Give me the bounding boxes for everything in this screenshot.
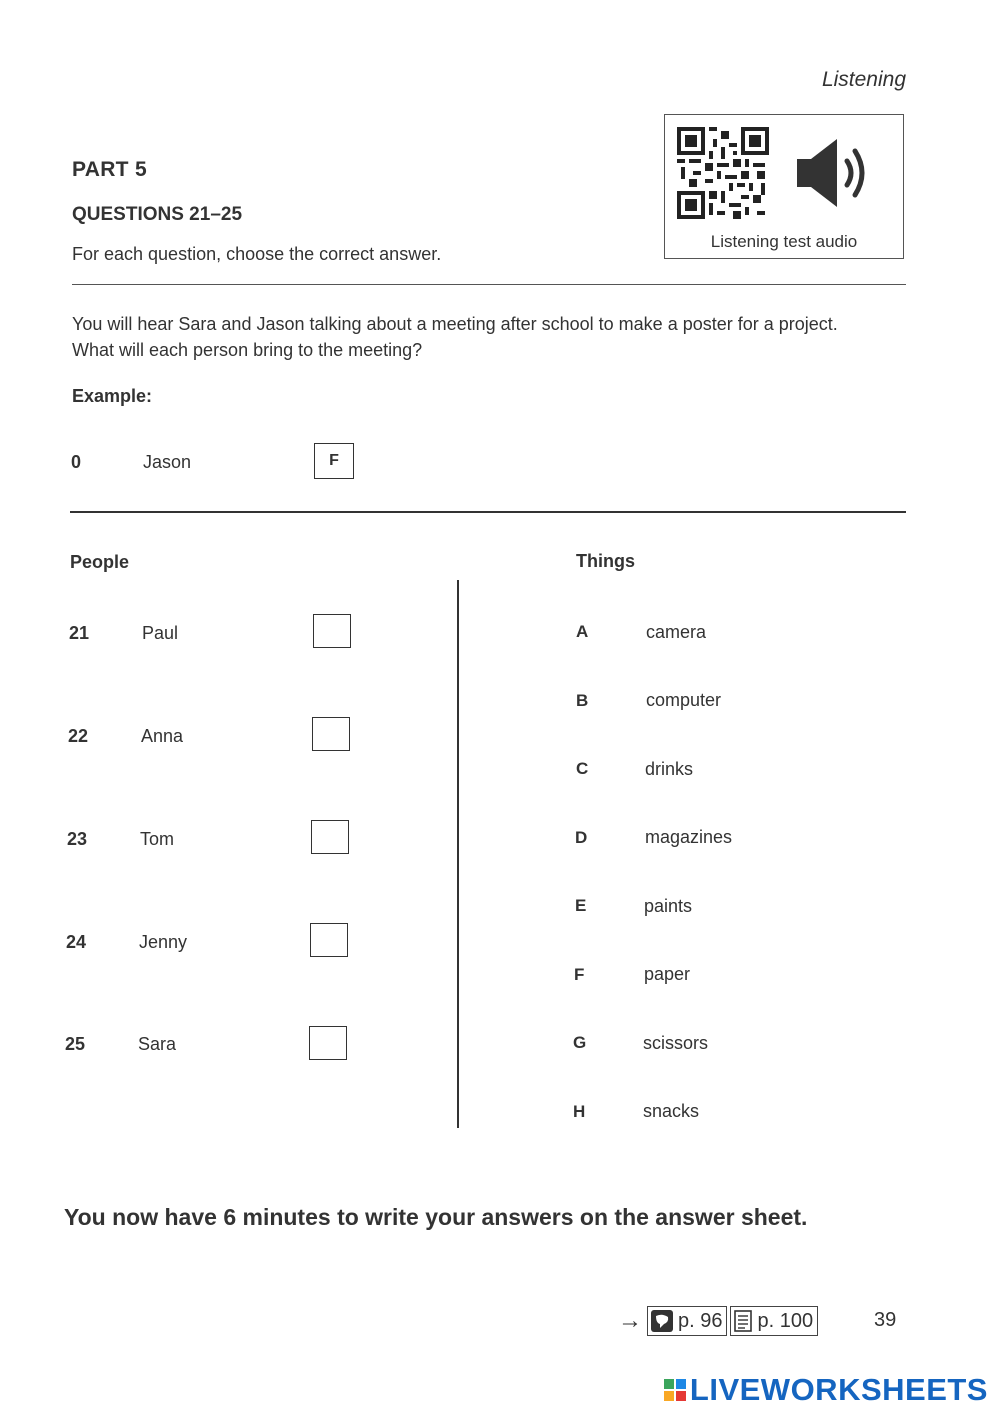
closing-instruction: You now have 6 minutes to write your answers on the answer sheet.: [64, 1204, 808, 1230]
answer-box-22[interactable]: [312, 717, 350, 751]
option-name: computer: [646, 690, 722, 710]
reference-96-label: p. 96: [678, 1309, 723, 1332]
question-number: 21: [69, 623, 90, 643]
example-number: 0: [71, 452, 82, 472]
question-number: 24: [66, 932, 87, 952]
option-letter: H: [573, 1102, 586, 1121]
liveworksheets-logo-icon: [664, 1379, 686, 1401]
document-icon: [734, 1310, 752, 1332]
option-letter: E: [575, 896, 587, 915]
instruction-text: For each question, choose the correct answer.: [72, 244, 442, 264]
example-divider: [70, 511, 906, 513]
question-number: 22: [68, 726, 89, 746]
context-line-2: What will each person bring to the meeting?: [72, 340, 423, 360]
option-letter: B: [576, 691, 589, 710]
reference-100[interactable]: [730, 1306, 818, 1336]
option-name: paints: [644, 896, 693, 916]
things-header: Things: [576, 551, 635, 571]
questions-title: QUESTIONS 21–25: [72, 204, 243, 225]
option-letter: C: [576, 759, 589, 778]
answer-box-21[interactable]: [313, 614, 351, 648]
context-line-1: You will hear Sara and Jason talking about a meeting after school to make a poster for a project.: [72, 314, 838, 334]
section-label: Listening: [821, 68, 906, 91]
arrow-right-icon: →: [618, 1307, 642, 1334]
example-name: Jason: [143, 452, 192, 472]
header-divider: [72, 284, 906, 285]
reference-100-label: p. 100: [757, 1309, 814, 1332]
option-letter: F: [574, 965, 585, 984]
person-name: Paul: [142, 623, 179, 643]
option-name: paper: [644, 964, 691, 984]
option-letter: G: [573, 1033, 587, 1052]
audio-caption: Listening test audio: [710, 232, 858, 251]
task-context: [72, 311, 922, 363]
answer-box-24[interactable]: [310, 923, 348, 957]
question-number: 25: [65, 1034, 86, 1054]
liveworksheets-watermark: [664, 1372, 988, 1408]
option-name: drinks: [645, 759, 694, 779]
speaker-icon: [795, 135, 877, 211]
person-name: Anna: [141, 726, 184, 746]
audio-link-box[interactable]: [664, 114, 904, 259]
answer-box-25[interactable]: [309, 1026, 347, 1060]
part-title: PART 5: [72, 158, 147, 181]
person-name: Jenny: [139, 932, 188, 952]
option-name: magazines: [645, 827, 733, 847]
reference-96[interactable]: [647, 1306, 727, 1336]
speech-bubble-icon: [651, 1310, 673, 1332]
example-answer-box: F: [314, 443, 354, 479]
page-references: [618, 1305, 818, 1337]
person-name: Tom: [140, 829, 175, 849]
example-label: Example:: [72, 386, 153, 406]
people-header: People: [70, 552, 130, 572]
watermark-text: LIVEWORKSHEETS: [689, 1372, 988, 1407]
option-name: camera: [646, 622, 707, 642]
answer-box-23[interactable]: [311, 820, 349, 854]
option-name: scissors: [643, 1033, 709, 1053]
column-divider: [457, 580, 459, 1128]
qr-code-icon: [677, 127, 769, 219]
page-number: 39: [874, 1309, 897, 1331]
option-name: snacks: [643, 1101, 700, 1121]
option-letter: A: [576, 622, 589, 641]
question-number: 23: [67, 829, 88, 849]
option-letter: D: [575, 828, 588, 847]
person-name: Sara: [138, 1034, 177, 1054]
